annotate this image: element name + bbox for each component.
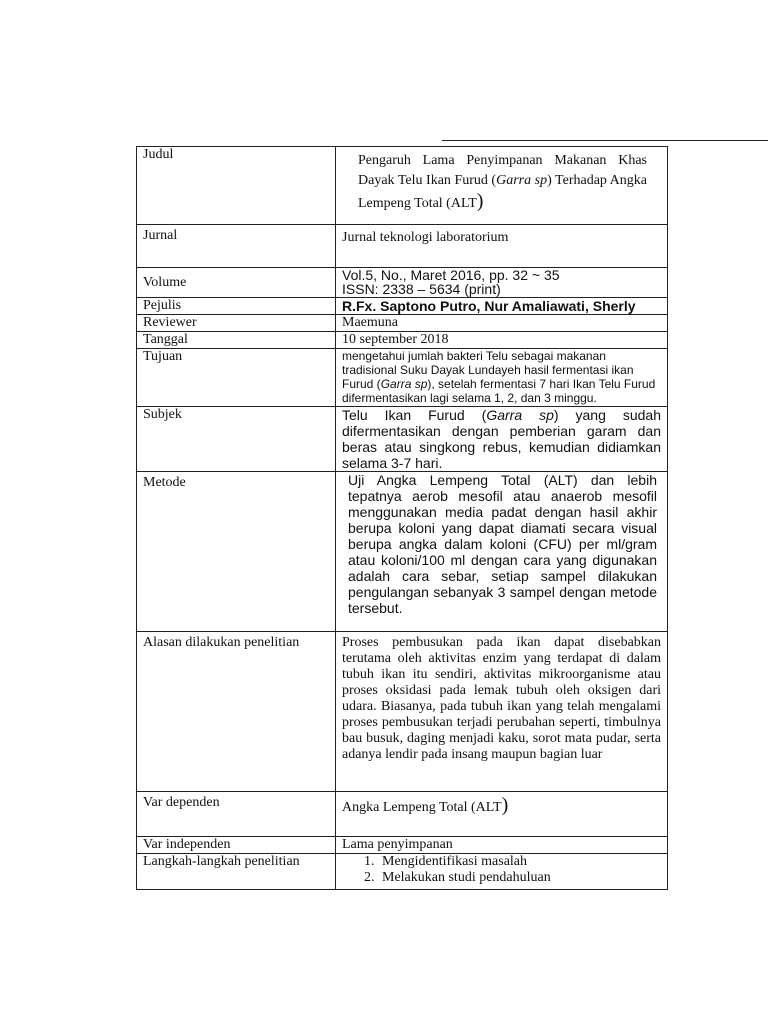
row-volume bbox=[137, 268, 668, 298]
row-jurnal bbox=[137, 225, 668, 268]
row-langkah bbox=[137, 854, 668, 890]
row-metode bbox=[137, 472, 668, 632]
judul-text-start: Pengaruh Lama Penyimpanan Makanan Khas Dayak Telu Ikan Furud ( bbox=[358, 153, 647, 188]
row-var-dependen bbox=[137, 792, 668, 837]
var-dependen-closing-paren: ) bbox=[501, 794, 509, 816]
label-jurnal: Jurnal bbox=[137, 225, 336, 268]
label-var-independen: Var independen bbox=[137, 837, 336, 854]
judul-species: Garra sp bbox=[496, 173, 548, 188]
tujuan-species: Garra sp bbox=[380, 377, 428, 391]
value-langkah bbox=[336, 854, 668, 890]
step-item: 2. Melakukan studi pendahuluan bbox=[378, 870, 661, 886]
row-var-independen bbox=[137, 837, 668, 854]
subjek-species: Garra sp bbox=[486, 407, 554, 423]
judul-text-end: ) Terhadap Angka Lempeng Total (ALT bbox=[358, 173, 647, 211]
step-item: 1. Mengidentifikasi masalah bbox=[378, 854, 661, 870]
issn-line: ISSN: 2338 – 5634 (print) bbox=[342, 281, 501, 297]
row-alasan bbox=[137, 632, 668, 792]
value-metode: Uji Angka Lempeng Total (ALT) dan lebih tepatnya aerob mesofil atau anaerob mesofil menggunakan media padat dengan hasil akhir berupa koloni yang dapat diamati secara visual berupa angka dalam koloni (CFU) per ml/gram atau koloni/100 ml dengan cara yang digunakan adalah cara sebar, setiap sampel dilakukan pengulangan sebanyak 3 sampel dengan metode tersebut. bbox=[336, 472, 668, 632]
value-tujuan bbox=[336, 349, 668, 407]
value-subjek bbox=[336, 407, 668, 472]
value-volume bbox=[336, 268, 668, 298]
subjek-text-start: Telu Ikan Furud ( bbox=[342, 407, 487, 423]
judul-closing-paren: ) bbox=[476, 190, 484, 212]
tujuan-text-end: ), setelah fermentasi 7 hari Ikan Telu Furud difermentasikan lagi selama 1, 2, dan 3 minggu. bbox=[342, 377, 656, 405]
label-subjek: Subjek bbox=[137, 407, 336, 472]
label-pejulis: Pejulis bbox=[137, 298, 336, 315]
value-jurnal: Jurnal teknologi laboratorium bbox=[336, 225, 668, 268]
label-tanggal: Tanggal bbox=[137, 332, 336, 349]
label-volume: Volume bbox=[137, 268, 336, 298]
value-var-dependen bbox=[336, 792, 668, 837]
subjek-text-end: ) yang sudah difermentasikan dengan pemberian garam dan beras atau singkong rebus, kemudian didiamkan selama 3-7 hari. bbox=[342, 407, 661, 471]
row-tujuan bbox=[137, 349, 668, 407]
tujuan-text-start: mengetahui jumlah bakteri Telu sebagai makanan tradisional Suku Dayak Lundayeh hasil fermentasi ikan Furud ( bbox=[342, 349, 634, 391]
value-pejulis: R.Fx. Saptono Putro, Nur Amaliawati, Sherly bbox=[336, 298, 668, 315]
label-var-dependen: Var dependen bbox=[137, 792, 336, 837]
label-langkah: Langkah-langkah penelitian bbox=[137, 854, 336, 890]
journal-review-table bbox=[136, 146, 668, 890]
row-reviewer bbox=[137, 315, 668, 332]
row-judul bbox=[137, 147, 668, 225]
steps-list bbox=[342, 854, 661, 886]
var-dependen-text: Angka Lempeng Total (ALT bbox=[342, 800, 502, 815]
label-judul: Judul bbox=[137, 147, 336, 225]
value-reviewer: Maemuna bbox=[336, 315, 668, 332]
label-alasan: Alasan dilakukan penelitian bbox=[137, 632, 336, 792]
label-metode: Metode bbox=[137, 472, 336, 632]
label-tujuan: Tujuan bbox=[137, 349, 336, 407]
row-subjek bbox=[137, 407, 668, 472]
row-pejulis bbox=[137, 298, 668, 315]
volume-line: Vol.5, No., Maret 2016, pp. 32 ~ 35 bbox=[342, 267, 560, 283]
value-judul bbox=[336, 147, 668, 225]
value-var-independen: Lama penyimpanan bbox=[336, 837, 668, 854]
value-tanggal: 10 september 2018 bbox=[336, 332, 668, 349]
top-horizontal-rule bbox=[442, 140, 768, 141]
label-reviewer: Reviewer bbox=[137, 315, 336, 332]
value-alasan: Proses pembusukan pada ikan dapat disebabkan terutama oleh aktivitas enzim yang terdapat di dalam tubuh ikan itu sendiri, aktivitas mikroorganisme atau proses oksidasi pada lemak tubuh oleh oksigen dari udara. Biasanya, pada tubuh ikan yang telah mengalami proses pembusukan terjadi perubahan seperti, timbulnya bau busuk, daging menjadi kaku, sorot mata pudar, serta adanya lendir pada insang maupun bagian luar bbox=[336, 632, 668, 792]
row-tanggal bbox=[137, 332, 668, 349]
